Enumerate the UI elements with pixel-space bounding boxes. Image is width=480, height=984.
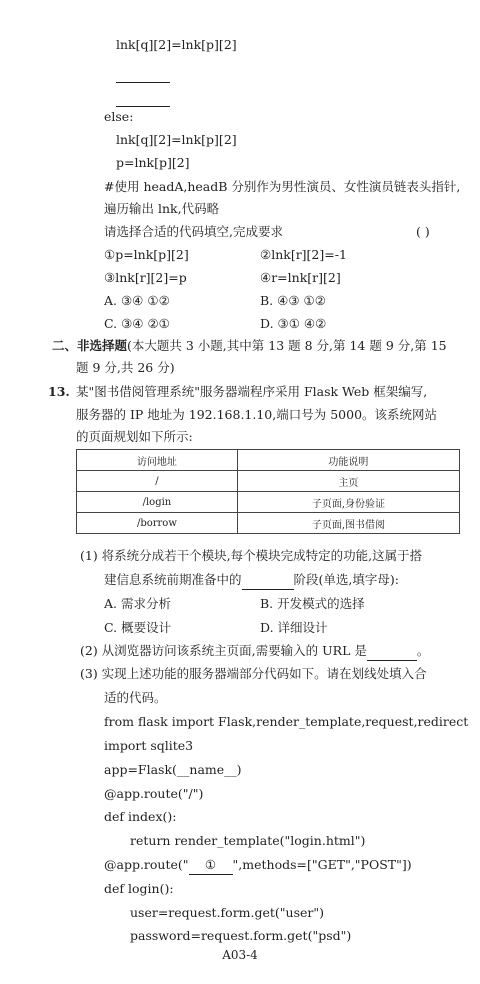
- table-cell: /: [77, 471, 238, 492]
- section-desc: (本大题共 3 小题,其中第 13 题 8 分,第 14 题 9 分,第 15: [127, 338, 447, 353]
- choice-c: C. 概要设计: [104, 620, 172, 635]
- code-line: @app.route("/"): [104, 786, 204, 801]
- sub-question: (1) 将系统分成若干个模块,每个模块完成特定的功能,这属于搭: [80, 548, 423, 563]
- page-plan-table: [76, 449, 460, 534]
- page-footer: A03-4: [222, 948, 258, 962]
- question-stem: 服务器的 IP 地址为 192.168.1.10,端口号为 5000。该系统网站: [76, 407, 438, 422]
- question-number: 13.: [48, 384, 70, 399]
- code-line: import sqlite3: [104, 738, 194, 753]
- text: 阶段(单选,填字母):: [293, 572, 399, 587]
- section-desc-cont: 题 9 分,共 26 分): [76, 360, 175, 375]
- answer-blank: ①: [189, 856, 233, 875]
- table-row: [77, 492, 460, 513]
- code-comment: #使用 headA,headB 分别作为男性演员、女性演员链表头指针,: [104, 179, 461, 194]
- choice-d: D. ③① ④②: [260, 316, 327, 331]
- code-line: [104, 856, 412, 875]
- option-item: ①p=lnk[p][2]: [104, 247, 189, 262]
- table-row: [77, 513, 460, 534]
- answer-blank: [367, 642, 417, 661]
- code-line: else:: [104, 109, 134, 124]
- code-line: lnk[q][2]=lnk[p][2]: [116, 37, 237, 52]
- question-stem: 的页面规划如下所示:: [76, 429, 193, 444]
- answer-blank: [242, 571, 294, 590]
- sub-question: [80, 642, 429, 661]
- code-line: from flask import Flask,render_template,request,redirect: [104, 714, 469, 729]
- text: @app.route(": [104, 857, 189, 872]
- sub-question: (3) 实现上述功能的服务器端部分代码如下。请在划线处填入合: [80, 666, 427, 681]
- text: ",methods=["GET","POST"]): [232, 857, 412, 872]
- answer-blank: [116, 64, 170, 83]
- choice-a: A. 需求分析: [104, 596, 171, 611]
- choice-b: B. 开发模式的选择: [260, 596, 365, 611]
- choice-b: B. ④③ ①②: [260, 293, 326, 308]
- table-cell: /login: [77, 492, 238, 513]
- option-item: ④r=lnk[r][2]: [260, 270, 341, 285]
- table-header: 功能说明: [237, 450, 459, 471]
- text: 建信息系统前期准备中的: [104, 572, 242, 587]
- section-heading: [52, 337, 447, 355]
- question-stem: 某"图书借阅管理系统"服务器端程序采用 Flask Web 框架编写,: [76, 384, 428, 399]
- option-item: ③lnk[r][2]=p: [104, 270, 187, 285]
- text: 。: [416, 643, 430, 658]
- code-line: return render_template("login.html"): [130, 833, 366, 848]
- table-row: [77, 471, 460, 492]
- table-header: 访问地址: [77, 450, 238, 471]
- code-line: lnk[q][2]=lnk[p][2]: [116, 132, 237, 147]
- table-cell: 主页: [237, 471, 459, 492]
- question-prompt: 请选择合适的代码填空,完成要求: [104, 224, 283, 239]
- table-header-row: [77, 450, 460, 471]
- code-line: password=request.form.get("psd"): [130, 928, 352, 943]
- text: (2) 从浏览器访问该系统主页面,需要输入的 URL 是: [80, 643, 367, 658]
- answer-blank: [116, 88, 170, 107]
- table-cell: 子页面,身份验证: [237, 492, 459, 513]
- table-cell: /borrow: [77, 513, 238, 534]
- option-item: ②lnk[r][2]=-1: [260, 247, 347, 262]
- section-title: 二、非选择题: [52, 338, 128, 353]
- sub-question-cont: 适的代码。: [104, 690, 167, 705]
- sub-question-cont: [104, 571, 399, 590]
- answer-paren: ( ): [416, 224, 430, 239]
- code-line: def index():: [104, 809, 177, 824]
- choice-d: D. 详细设计: [260, 620, 328, 635]
- code-line: p=lnk[p][2]: [116, 155, 190, 170]
- choice-a: A. ③④ ①②: [104, 293, 170, 308]
- code-comment: 遍历输出 lnk,代码略: [104, 201, 220, 216]
- code-line: def login():: [104, 881, 174, 896]
- code-line: app=Flask(__name__): [104, 762, 242, 777]
- table-cell: 子页面,图书借阅: [237, 513, 459, 534]
- code-line: user=request.form.get("user"): [130, 905, 325, 920]
- choice-c: C. ③④ ②①: [104, 316, 170, 331]
